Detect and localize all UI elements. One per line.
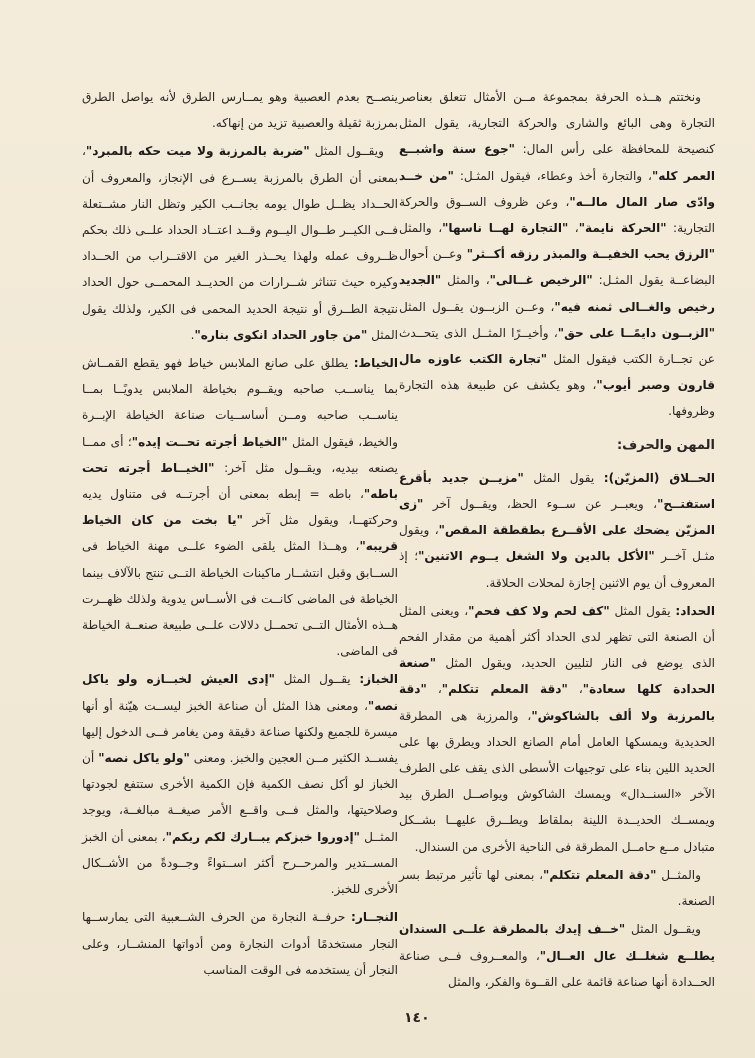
- page-number: ١٤٠: [404, 1010, 430, 1026]
- barber-paragraph: الحــلاق (المزيّن): يقول المثل "مزيــن جديد بأقرع استفتــح"، ويعبــر عن ســوء الحظ، ويقــول آخر "زى المزيّن يضحك على الأقــرع بطقطقة المقص"، ويقول مثـل آخــر "الأكل بالدين ولا الشغل يــوم الاتنين"؛ إذ المعروف أن يوم الاثنين إجازة لمحلات الحلاقة.: [399, 470, 715, 590]
- anvil-paragraph: ويقــول المثل "خــف إيدك بالمطرقة علــى السندان يطلــع شغلــك عال العــال"، والمعــروف فــى صناعة الحــدادة أنها صناعة قائمة على القــوة والفكر، والمثل: [399, 922, 715, 989]
- left-column: [82, 84, 398, 985]
- section-heading: المهن والحرف:: [616, 437, 715, 453]
- tailor-paragraph: الخياط: يطلق على صانع الملابس خياط فهو يقطع القمــاش بما يناســب صاحبه ويقــوم بخياطة الملابس يدويًــا بمــا يناســب صاحبه ومــن أساســيات صناعة الخياطة الإبــرة والخيط، فيقول المثل "الخياط أجرته تحــت إيده"؛ أى ممــا يصنعه بيديه، ويقــول مثل آخر: "الخيــاط أجرته تحت باطه"، باطه = إبطه بمعنى أن أجرتــه فى متناول يديه وحركتهــا، ويقول مثل آخر "يا بخت من كان الخياط قريبه"، وهــذا المثل يلقى الضوء علــى مهنة الخياط فى الســابق وقبل انتشــار ماكينات الخياطة التــى تنتج بالآلاف بينما الخياطة فى الماضى كانــت فى الأســاس يدوية ولذلك ظهــرت هــذه الأمثال التــى تحمــل دلالات علــى طبيعة صنعــة الخياطة فى الماضى.: [82, 356, 398, 659]
- baker-paragraph: الخباز: يقــول المثل "إدى العيش لخبــازه ولو ياكل نصه"، ومعنى هذا المثل أن صناعة الخبز ليســت هيّنة أو أنها ميسرة للجميع ولكنها صناعة دقيقة ومن يغامر فــى الدخول إليها يفســد الكثير مــن العجين والخبز. ومعنى "ولو ياكل نصه" أن الخباز لو أكل نصف الكمية فإن الكمية الأخرى ستتفع لجودتها وصلاحيتها، والمثل فــى واقــع الأمر صيغــة مبالغــة، ويوجد المثــل "إدوروا خبزكم يبــارك لكم ربكم"، بمعنى أن الخبز المســتدير والمرحــرح أكثر اســتواءً وجــودةً من الأشــكال الأخرى للخبز.: [82, 672, 398, 897]
- carpenter-paragraph: النجــار: حرفــة النجارة من الحرف الشــعبية التى يمارســها النجار مستخدمًا أدوات النجارة ومن أدواتها المنشــار، وعلى النجار أن يستخدمه فى الوقت المناسب: [82, 910, 398, 977]
- right-column: [399, 84, 715, 997]
- master-strike-paragraph: والمثــل "دقة المعلم تتكلم"، بمعنى لها تأثير مرتبط بسر الصنعة.: [399, 867, 715, 909]
- trade-proverbs-paragraph: ونختتم هــذه الحرفة بمجموعة مــن الأمثال تتعلق بعناصر التجارة وهى البائع والشارى والحركة التجارية، يقول المثل كنصيحة للمحافظة على رأس المال: "جوع سنة واشبــع العمر كله"، والتجارة أخذ وعطاء، فيقول المثـل: "من خــد وادّى صار المال مالــه"، وعن ظروف الســوق والحركة التجارية: "الحركة نايمة"، "التجارة لهــا ناسها"، والمثل "الرزق يحب الخفيــة والمبذر رزقه أكــثر" وعــن أحوال البضاعــة يقول المثـل: "الرخيص غــالى"، والمثل "الجديد رخيص والغــالى ثمنه فيه"، وعــن الزبــون يقــول المثل "الزبــون دايمًــا على حق"، وأخيــرًا المثــل الذى يتحــدث عن تجــارة الكتب فيقول المثل "تجارة الكتب عاوزه مال قارون وصبر أيوب"، وهو يكشف عن طبيعة هذه التجارة وظروفها.: [399, 90, 716, 419]
- sledgehammer-paragraph: ويقــول المثل "ضربة بالمرزبة ولا ميت حكه بالمبرد"، بمعنى أن الطرق بالمرزبة يســرع فى الإنجاز، والمعروف أن الحــداد يظــل طوال يومه بجانــب الكير وتظل النار مشــتعلة فــى الكيــر طــوال اليــوم وقــد اعتــاد الحداد علــى ذلك بحكم ظــروف عمله ولهذا يحــذر الغير من الاقتــراب من الحــداد وكيره حيث تتناثر شــرارات من الحديــد المحمــى حول الحداد نتيجة الطــرق أو نتيجة الحديد المحمى فى الكير، ولذلك يقول المثل "من جاور الحداد انكوى بناره".: [82, 144, 398, 342]
- blacksmith-paragraph: الحداد: يقول المثل "كف لحم ولا كف فحم"، ويعنى المثل أن الصنعة التى تظهر لدى الحداد أكثر أهمية من مقدار الفحم الذى يوضع فى النار لتليين الحديد، ويقول المثل "صنعة الحدادة كلها سعادة"، "دقة المعلم تتكلم"، "دقة بالمرزبة ولا ألف بالشاكوش"، والمرزبة هى المطرقة الحديدية ويمسكها العامل أمام الصانع الحداد ويطرق بها على الحديد اللين بناء على توجيهات الأسطى الذى يقف على الطرف الآخر «السنــدال» ويمسك الشاكوش ويواصــل الطرق بيد ويمســك الحديــدة اللينة بملقاط ويطــرق عليهــا بشــكل متبادل مــع حامــل المطرقة فى الناحية الأخرى من السندال.: [399, 603, 716, 854]
- continuation-paragraph: ينصــح بعدم العصبية وهو يمــارس الطرق لأنه يواصل الطرق بمرزبة ثقيلة والعصبية تزيد من إنهاكه.: [82, 90, 398, 131]
